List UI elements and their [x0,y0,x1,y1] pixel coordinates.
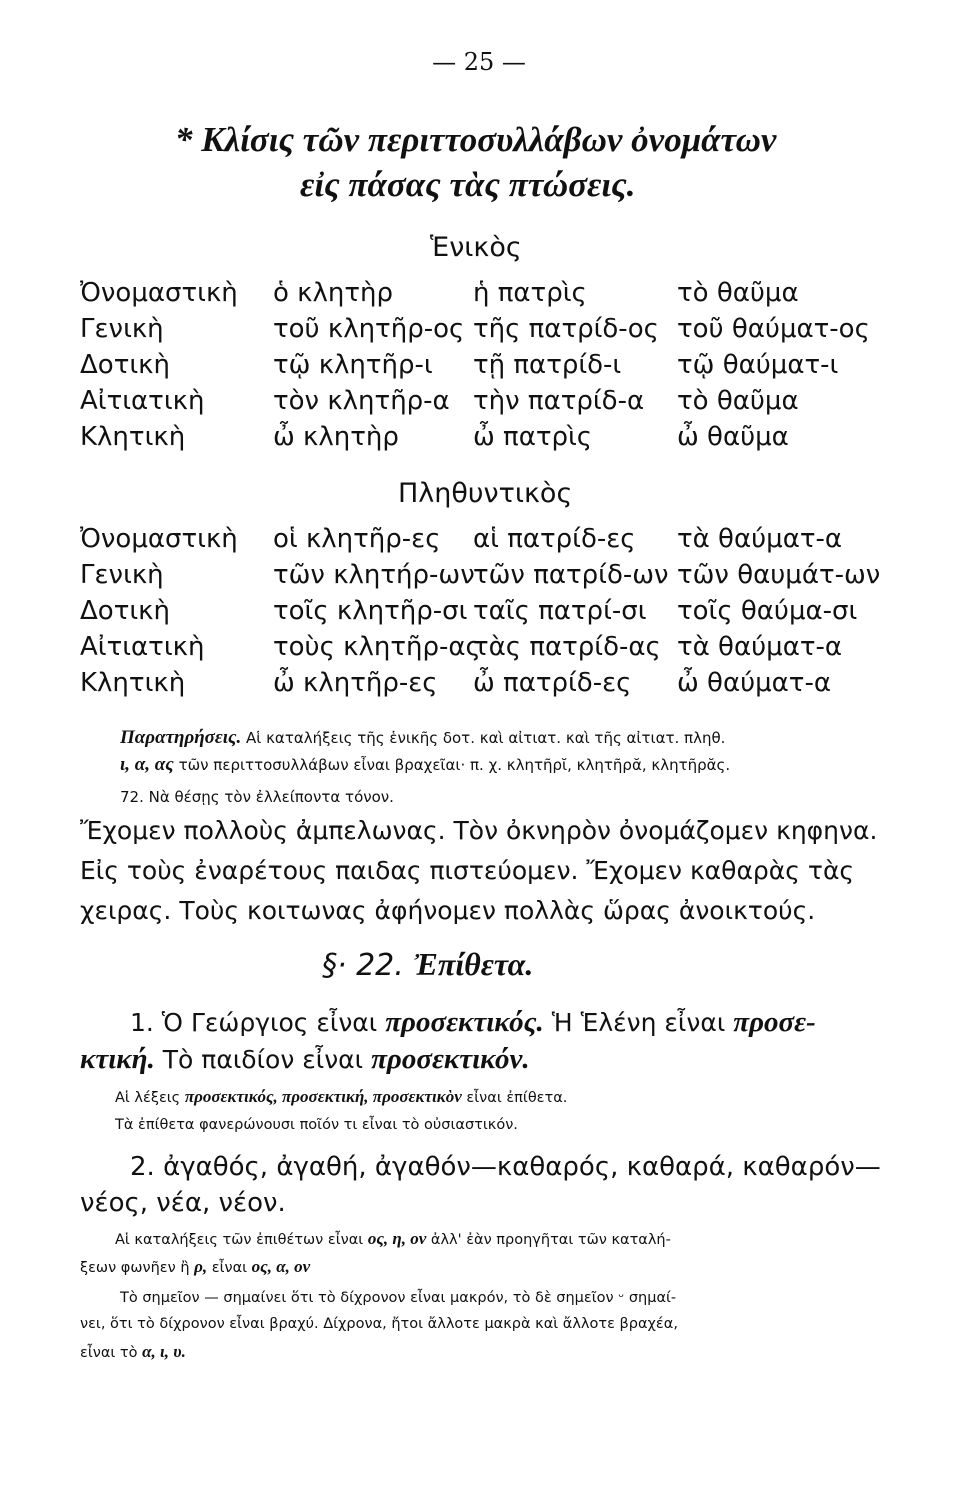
form-feminine: ἡ πατρὶς [473,278,587,308]
item1-line1 [130,1006,816,1039]
form-masculine: τὸν κλητῆρ-α [273,386,450,416]
case-name: Αἰτιατικὴ [80,386,205,416]
note-emphasis: ρ, [194,1257,208,1276]
case-name: Γενικὴ [80,314,164,344]
case-name: Ὀνομαστικὴ [80,278,238,308]
note-text: Αἱ καταλήξεις τῶν ἐπιθέτων εἶναι [115,1232,364,1248]
form-masculine: ὁ κλητὴρ [273,278,393,308]
form-feminine: αἱ πατρίδ-ες [473,524,636,554]
item-text: Ἡ Ἑλένη εἶναι [551,1008,726,1037]
form-masculine: ὦ κλητῆρ-ες [273,668,438,698]
section-22-heading [322,946,533,983]
observations-line1 [120,727,725,749]
form-masculine: τοῖς κλητῆρ-σι [273,596,468,626]
note-text: ξεων φωνῆεν ἢ [80,1260,190,1276]
note-adjectives [115,1087,567,1107]
form-feminine: ταῖς πατρί-σι [473,596,647,626]
case-name: Κλητικὴ [80,422,186,452]
page-title-line1: * Κλίσις τῶν περιττοσυλλάβων ὀνομάτων [175,120,777,159]
exercise-line: χειρας. Τοὺς κοιτωνας ἀφήνομεν πολλὰς ὥρας ἀνοικτούς. [80,896,816,925]
observations-text: Αἱ καταλήξεις τῆς ἑνικῆς δοτ. καὶ αἰτιατ. καὶ τῆς αἰτιατ. πληθ. [245,729,726,747]
note-text: εἶναι [211,1260,248,1276]
page-number: — 25 — [432,48,526,76]
form-neuter: τῶν θαυμάτ-ων [677,560,881,590]
note-endings-line2 [80,1257,310,1277]
adjective-emphasis: προσε- [733,1006,816,1038]
form-feminine: ὦ πατρίδ-ες [473,668,632,698]
singular-heading: Ἑνικὸς [430,232,522,263]
form-neuter: τῷ θαύματ-ι [677,350,839,380]
form-neuter: τὰ θαύματ-α [677,524,843,554]
adjective-emphasis: προσεκτικός. [385,1006,544,1038]
form-feminine: τῇ πατρίδ-ι [473,350,622,380]
note-emphasis: ος, α, ον [251,1257,311,1276]
form-feminine: τῶν πατρίδ-ων [473,560,669,590]
case-name: Κλητικὴ [80,668,186,698]
note-text: ἀλλ' ἐὰν προηγῆται τῶν καταλή- [430,1232,671,1248]
form-masculine: τῶν κλητήρ-ων [273,560,475,590]
section-symbol: §· 22. [322,948,404,983]
form-masculine: ὦ κλητὴρ [273,422,399,452]
note-marks-line2: νει, ὅτι τὸ δίχρονον εἶναι βραχύ. Δίχρονα, ἤτοι ἄλλοτε μακρὰ καὶ ἄλλοτε βραχέα, [80,1316,678,1332]
form-neuter: ὦ θαῦμα [677,422,789,452]
note-emphasis: προσεκτικός, προσεκτική, προσεκτικὸν [184,1087,462,1106]
form-feminine: τὴν πατρίδ-α [473,386,645,416]
section-title: Ἐπίθετα. [413,946,534,982]
form-neuter: τοῦ θαύματ-ος [677,314,870,344]
page-title-line2: εἰς πάσας τὰς πτώσεις. [300,165,636,204]
form-masculine: τῷ κλητῆρ-ι [273,350,433,380]
note-text: Αἱ λέξεις [115,1090,181,1106]
adjective-emphasis: κτική. [80,1043,155,1075]
note-text: εἶναι τὸ [80,1345,138,1361]
case-name: Ὀνομαστικὴ [80,524,238,554]
exercise-line: Ἔχομεν πολλοὺς ἀμπελωνας. Τὸν ὀκνηρὸν ὀνομάζομεν κηφηνα. [80,816,878,845]
case-name: Γενικὴ [80,560,164,590]
form-feminine: τὰς πατρίδ-ας [473,632,661,662]
note-text: εἶναι ἐπίθετα. [466,1090,568,1106]
item-text: 1. Ὁ Γεώργιος εἶναι [130,1008,378,1037]
form-feminine: τῆς πατρίδ-ος [473,314,659,344]
form-masculine: τοῦ κλητῆρ-ος [273,314,465,344]
adjective-emphasis: προσεκτικόν. [371,1043,530,1075]
plural-heading: Πληθυντικὸς [398,478,573,509]
note-adjectives-meaning: Τὰ ἐπίθετα φανερώνουσι ποῖόν τι εἶναι τὸ οὐσιαστικόν. [115,1117,518,1133]
form-neuter: τὰ θαύματ-α [677,632,843,662]
form-neuter: τὸ θαῦμα [677,278,799,308]
observations-label: Παρατηρήσεις. [120,727,242,748]
observations-endings: ι, α, ας [120,754,174,775]
case-name: Αἰτιατικὴ [80,632,205,662]
case-name: Δοτικὴ [80,350,170,380]
form-neuter: τὸ θαῦμα [677,386,799,416]
observations-text: τῶν περιττοσυλλάβων εἶναι βραχεῖαι· π. χ. κλητῆρῐ, κλητῆρᾰ, κλητῆρᾰς. [178,756,731,774]
exercise-instruction: 72. Νὰ θέσῃς τὸν ἐλλείποντα τόνον. [120,788,394,806]
note-emphasis: ος, η, ον [367,1229,427,1248]
form-feminine: ὦ πατρὶς [473,422,593,452]
note-endings-line1 [115,1229,671,1249]
note-marks-line1: Τὸ σημεῖον — σημαίνει ὅτι τὸ δίχρονον εἶναι μακρόν, τὸ δὲ σημεῖον ᵕ σημαί- [120,1290,677,1306]
form-neuter: ὦ θαύματ-α [677,668,831,698]
item1-line2 [80,1043,530,1076]
note-emphasis: α, ι, υ. [142,1342,186,1361]
item2-line2: νέος, νέα, νέον. [80,1188,286,1218]
form-masculine: οἱ κλητῆρ-ες [273,524,441,554]
exercise-line: Εἰς τοὺς ἐναρέτους παιδας πιστεύομεν. Ἔχομεν καθαρὰς τὰς [80,856,855,885]
form-masculine: τοὺς κλητῆρ-ας [273,632,481,662]
item-text: Τὸ παιδίον εἶναι [162,1045,364,1074]
form-neuter: τοῖς θαύμα-σι [677,596,858,626]
note-marks-line3 [80,1342,186,1362]
item2-line1: 2. ἀγαθός, ἀγαθή, ἀγαθόν—καθαρός, καθαρά, καθαρόν— [130,1152,881,1182]
case-name: Δοτικὴ [80,596,170,626]
observations-line2 [120,754,730,776]
